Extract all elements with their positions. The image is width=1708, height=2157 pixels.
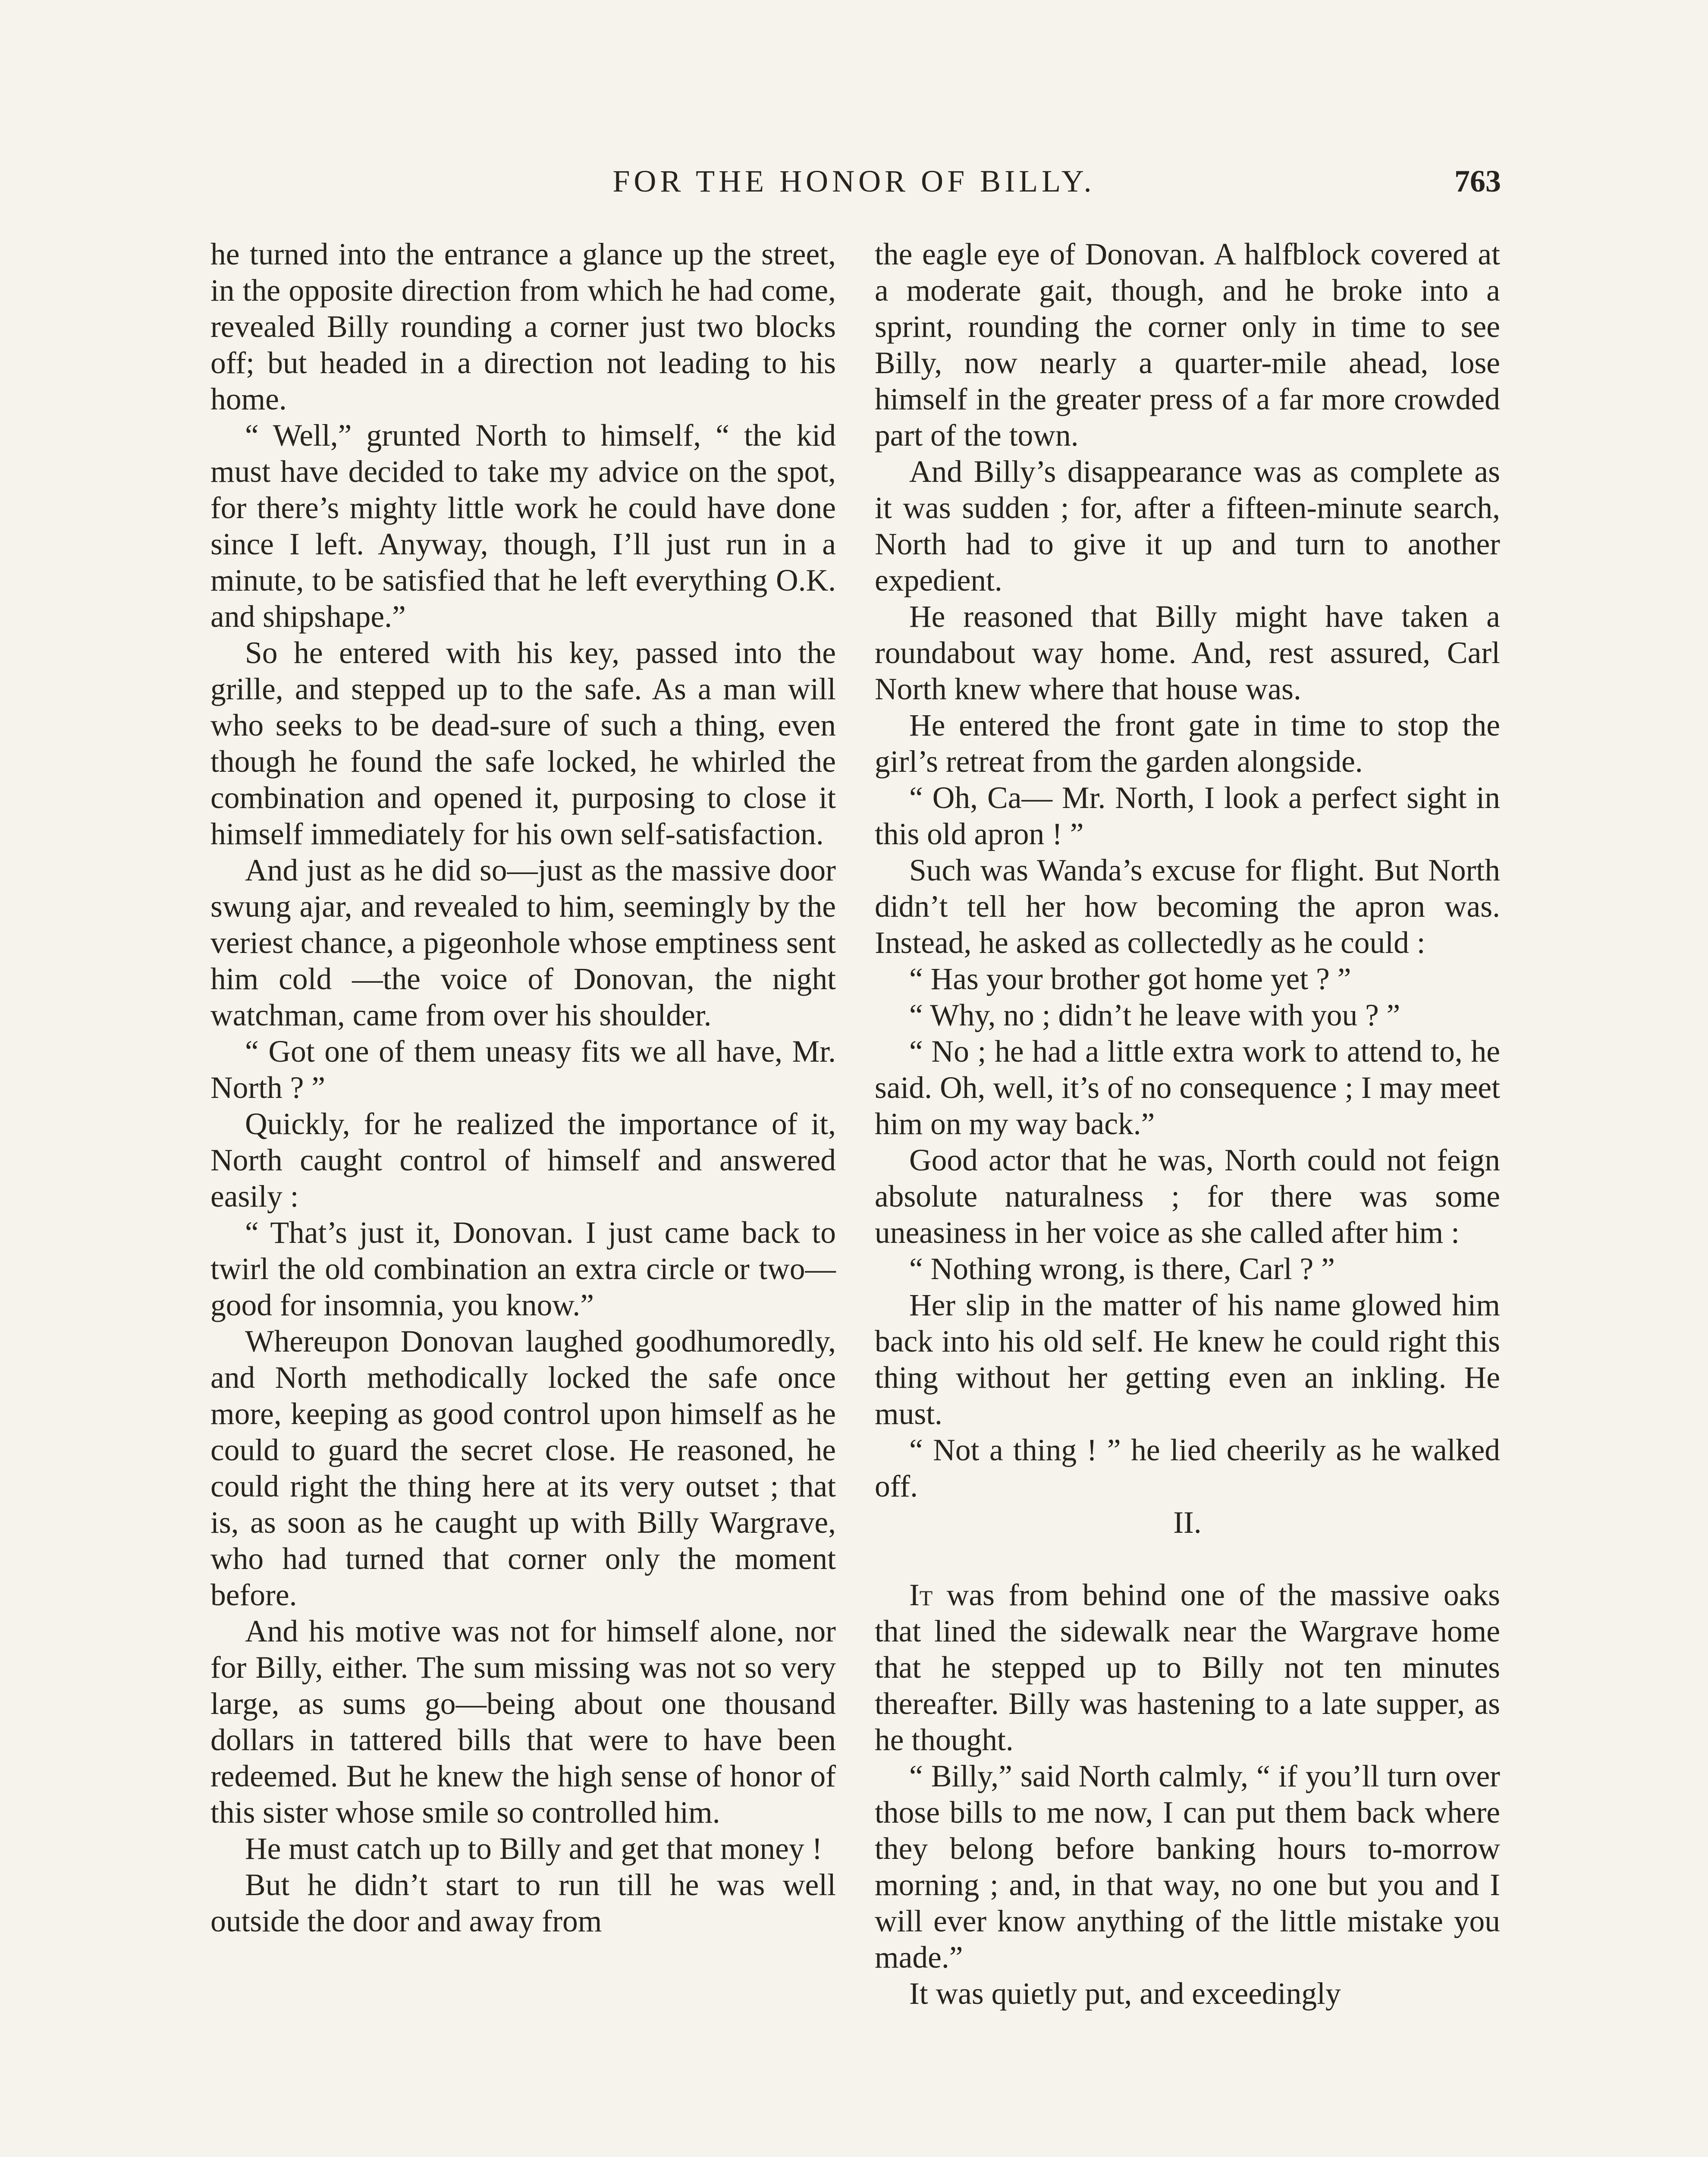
paragraph: It was quietly put, and exceedingly	[909, 1977, 1341, 2011]
running-title: FOR THE HONOR OF BILLY.	[612, 164, 1096, 198]
paragraph: Her slip in the matter of his name glowed him back into his old self. He knew he could right this thing without her getting even an inkling. He must.	[875, 1288, 1500, 1431]
left-column	[210, 236, 836, 1940]
page-number: 763	[1454, 164, 1501, 198]
paragraph: “ That’s just it, Donovan. I just came back to twirl the old combination an extra circle or two—good for insomnia, you know.”	[210, 1216, 836, 1322]
paragraph: Such was Wanda’s excuse for flight. But North didn’t tell her how becoming the apron was. Instead, he asked as collectedly as he could :	[875, 853, 1500, 960]
paragraph: “ Oh, Ca— Mr. North, I look a perfect sight in this old apron ! ”	[875, 781, 1500, 851]
paragraph: “ Nothing wrong, is there, Carl ? ”	[909, 1252, 1335, 1286]
paragraph: Whereupon Donovan laughed goodhumoredly, and North methodically locked the safe once more, keeping as good control upon himself as he could to guard the secret close. He reasoned, he could right the thing here at its very outset ; that is, as soon as he caught up with Billy Wargrave, who had turned that corner only the moment before.	[210, 1324, 836, 1612]
paragraph: the eagle eye of Donovan. A halfblock covered at a moderate gait, though, and he broke into a sprint, rounding the corner only in time to see Billy, now nearly a quarter-mile ahead, lose himself in the greater press of a far more crowded part of the town.	[875, 237, 1500, 453]
paragraph: he turned into the entrance a glance up the street, in the opposite direction from which he had come, revealed Billy rounding a corner just two blocks off; but headed in a direction not leading to his home.	[210, 237, 836, 416]
paragraph: “ No ; he had a little extra work to attend to, he said. Oh, well, it’s of no consequence ; I may meet him on my way back.”	[875, 1034, 1500, 1141]
paragraph: He reasoned that Billy might have taken a roundabout way home. And, rest assured, Carl North knew where that house was.	[875, 600, 1500, 706]
paragraph: And just as he did so—just as the massive door swung ajar, and revealed to him, seemingly by the veriest chance, a pigeonhole whose emptiness sent him cold —the voice of Donovan, the night watchman, came from over his shoulder.	[210, 853, 836, 1032]
paragraph: “ Got one of them uneasy fits we all have, Mr. North ? ”	[210, 1034, 836, 1105]
section-numeral: II.	[1173, 1506, 1202, 1540]
paragraph: “ Billy,” said North calmly, “ if you’ll turn over those bills to me now, I can put them back where they belong before banking hours to-morrow morning ; and, in that way, no one but you and I will ever know anything of the little mistake you made.”	[875, 1759, 1500, 1975]
paragraph: “ Why, no ; didn’t he leave with you ? ”	[909, 998, 1400, 1032]
paragraph: He must catch up to Billy and get that money !	[245, 1832, 823, 1866]
paragraph: But he didn’t start to run till he was well outside the door and away from	[210, 1868, 836, 1938]
paragraph: And Billy’s disappearance was as complete as it was sudden ; for, after a fifteen-minute search, North had to give it up and turn to another expedient.	[875, 455, 1500, 597]
page-header	[207, 157, 1501, 205]
section-opening-text: was from behind one of the massive oaks that lined the sidewalk near the Wargrave home that he stepped up to Billy not ten minutes thereafter. Billy was hastening to a late supper, as he thought.	[875, 1578, 1500, 1757]
paragraph: Good actor that he was, North could not feign absolute naturalness ; for there was some uneasiness in her voice as she called after him :	[875, 1143, 1500, 1250]
paragraph: “ Not a thing ! ” he lied cheerily as he walked off.	[875, 1433, 1500, 1503]
paragraph: So he entered with his key, passed into the grille, and stepped up to the safe. As a man will who seeks to be dead-sure of such a thing, even though he found the safe locked, he whirled the combination and opened it, purposing to close it himself immediately for his own self-satisfaction.	[210, 636, 836, 851]
paragraph: And his motive was not for himself alone, nor for Billy, either. The sum missing was not so very large, as sums go—being about one thousand dollars in tattered bills that were to have been redeemed. But he knew the high sense of honor of this sister whose smile so controlled him.	[210, 1614, 836, 1830]
paragraph: He entered the front gate in time to stop the girl’s retreat from the garden alongside.	[875, 708, 1500, 779]
paragraph: Quickly, for he realized the importance of it, North caught control of himself and answered easily :	[210, 1107, 836, 1214]
section-opening-paragraph	[875, 1577, 1500, 1758]
paragraph: “ Well,” grunted North to himself, “ the kid must have decided to take my advice on the spot, for there’s mighty little work he could have done since I left. Anyway, though, I’ll just run in a minute, to be satisfied that he left everything O.K. and shipshape.”	[210, 418, 836, 634]
paragraph: “ Has your brother got home yet ? ”	[909, 962, 1351, 996]
right-column	[875, 236, 1500, 2012]
dropcap: It	[909, 1578, 933, 1612]
